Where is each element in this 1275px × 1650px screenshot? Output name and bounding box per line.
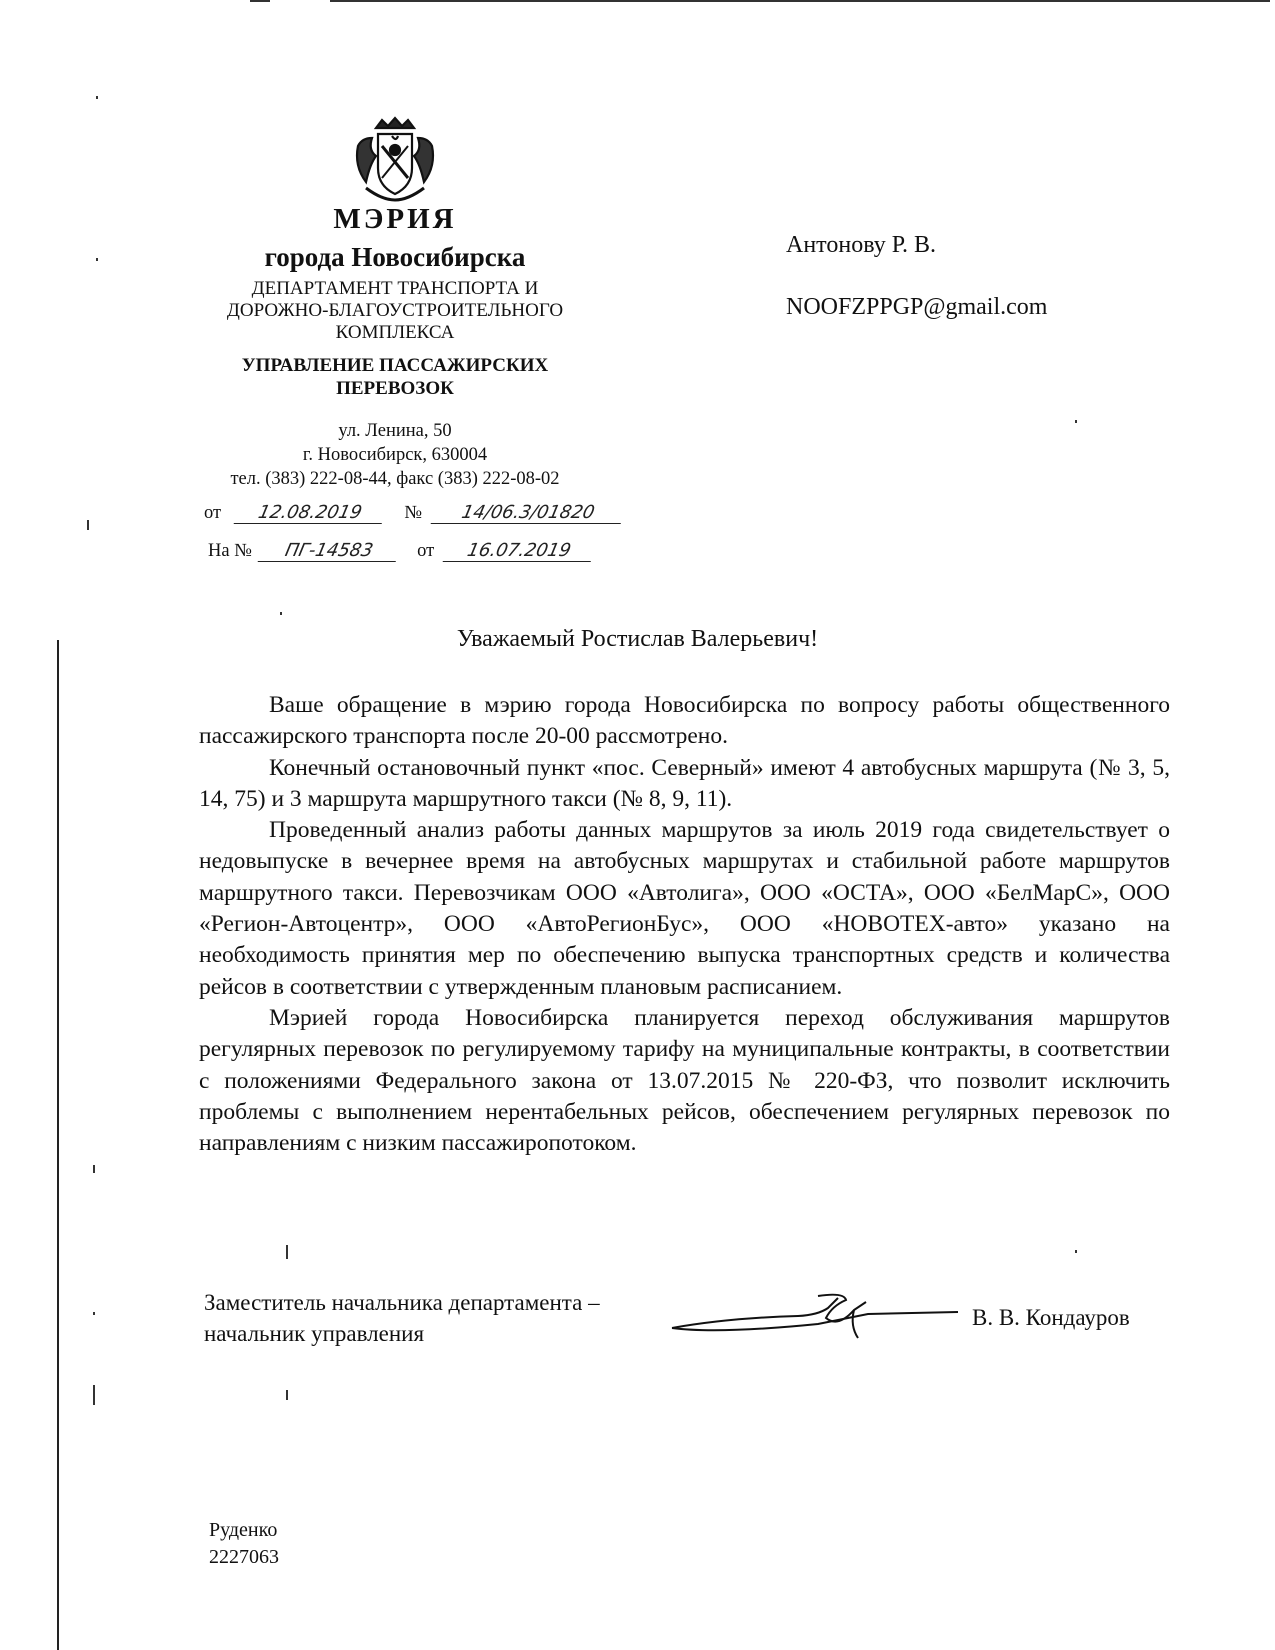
outgoing-reference [204, 502, 623, 524]
scan-speck [1075, 420, 1077, 423]
scan-speck [286, 1245, 288, 1259]
salutation: Уважаемый Ростислав Валерьевич! [456, 626, 819, 652]
executor-info [209, 1517, 279, 1571]
department-line: ДОРОЖНО-БЛАГОУСТРОИТЕЛЬНОГО [226, 300, 564, 321]
department-line: КОМПЛЕКСА [335, 322, 455, 343]
unit-line: УПРАВЛЕНИЕ ПАССАЖИРСКИХ [241, 355, 549, 376]
scan-speck [96, 258, 98, 261]
binding-edge-line [57, 640, 59, 1650]
paragraph: Конечный остановочный пункт «пос. Северный» имеют 4 автобусных маршрута (№ 3, 5, 14, 75) и 3 маршрута маршрутного такси (№ 8, 9, 11). [199, 754, 1170, 812]
reply-date-label: от [417, 541, 435, 561]
scan-speck [286, 1390, 288, 1400]
signatory-title-line: Заместитель начальника департамента – [204, 1290, 600, 1315]
reply-date: 16.07.2019 [442, 540, 595, 562]
scan-speck [87, 520, 89, 530]
handwritten-signature [668, 1288, 978, 1343]
paragraph: Ваше обращение в мэрию города Новосибирска по вопросу работы общественного пассажирского транспорта после 20-00 рассмотрено. [199, 692, 1170, 750]
from-label: от [204, 503, 222, 523]
signatory-name: В. В. Кондауров [972, 1305, 1130, 1330]
reply-label: На № [208, 541, 252, 561]
address-phone: тел. (383) 222-08-44, факс (383) 222-08-02 [230, 469, 560, 489]
unit-line: ПЕРЕВОЗОК [336, 378, 454, 399]
scan-speck [280, 612, 282, 615]
scan-speck [1075, 1250, 1077, 1253]
address-city: г. Новосибирск, 630004 [302, 445, 488, 465]
letterhead-unit [190, 354, 600, 400]
reply-reference [208, 540, 593, 562]
address-street: ул. Ленина, 50 [338, 421, 452, 441]
coat-of-arms-icon [352, 116, 438, 206]
outgoing-number: 14/06.3/01820 [430, 502, 625, 524]
signatory-title [204, 1287, 600, 1349]
department-line: ДЕПАРТАМЕНТ ТРАНСПОРТА И [251, 278, 539, 299]
letterhead-department [190, 278, 600, 344]
letterhead-city: города Новосибирска [264, 242, 526, 272]
scan-edge-line [330, 0, 1270, 2]
executor-phone: 2227063 [209, 1546, 279, 1568]
scan-speck [93, 1165, 95, 1173]
recipient-name: Антонову Р. В. [786, 232, 937, 258]
number-label: № [404, 503, 422, 523]
executor-name: Руденко [209, 1519, 278, 1541]
scan-edge-line [250, 0, 270, 2]
signatory-title-line: начальник управления [204, 1321, 425, 1346]
scan-speck [93, 1385, 95, 1405]
letter-body [199, 690, 1170, 1159]
scan-speck [93, 1312, 95, 1315]
paragraph: Проведенный анализ работы данных маршрутов за июль 2019 года свидетельствует о недовыпуске в вечернее время на автобусных маршрутах и стабильной работе маршрутов маршрутного такси. Перевозчикам ООО «Автолига», ООО «ОСТА», ООО «БелМарС», ООО «Регион-Автоцентр», ООО «АвтоРегионБус», ООО «НОВОТЕХ-авто» указано на необходимость принятия мер по обеспечению выпуска транспортных средств и количества рейсов в соответствии с утвержденным плановым расписанием. [199, 817, 1170, 1000]
letterhead-title: МЭРИЯ [333, 203, 457, 235]
recipient-email: NOOFZPPGP@gmail.com [786, 294, 1048, 320]
reply-number: ПГ-14583 [258, 540, 401, 562]
paragraph: Мэрией города Новосибирска планируется переход обслуживания маршрутов регулярных перевозок по регулируемому тарифу на муниципальные контракты, в соответствии с положениями Федерального закона от 13.07.2015 № 220-ФЗ, что позволит исключить проблемы с выполнением нерентабельных рейсов, обеспечением регулярных перевозок по направлениям с низким пассажиропотоком. [199, 1004, 1170, 1157]
letterhead-address [190, 419, 600, 491]
outgoing-date: 12.08.2019 [233, 502, 386, 524]
scan-speck [96, 96, 98, 99]
